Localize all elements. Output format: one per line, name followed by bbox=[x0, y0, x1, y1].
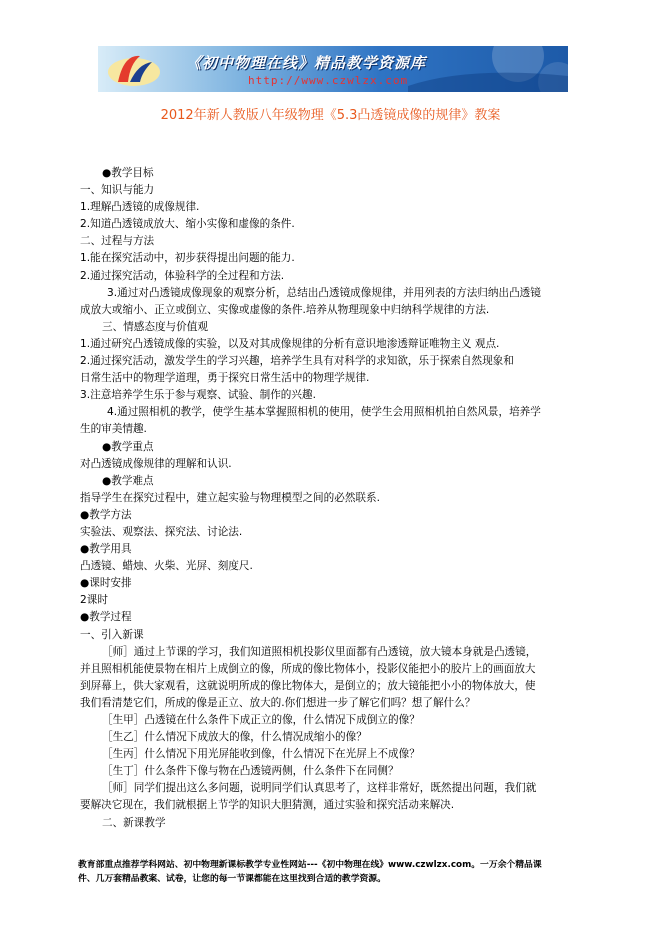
document-line: 3.注意培养学生乐于参与观察、试验、制作的兴趣. bbox=[80, 389, 316, 402]
document-line: ●教学方法 bbox=[80, 508, 132, 521]
document-line: ［师］同学们提出这么多问题，说明同学们认真思考了，这样非常好，既然提出问题，我们就 bbox=[102, 782, 537, 795]
document-line: 我们看清楚它们，所成的像是正立、放大的.你们想进一步了解它们吗？想了解什么？ bbox=[80, 696, 476, 709]
document-line: ●教学用具 bbox=[80, 543, 132, 556]
footer-line: 件、几万套精品教案、试卷，让您的每一节课都能在这里找到合适的教学资源。 bbox=[78, 874, 386, 884]
document-line: ［生丙］什么情况下用光屏能收到像，什么情况下在光屏上不成像？ bbox=[102, 748, 420, 761]
document-line: 1.能在探究活动中，初步获得提出问题的能力. bbox=[80, 252, 295, 265]
document-line: ●教学过程 bbox=[80, 611, 132, 624]
document-body bbox=[80, 165, 580, 832]
document-line: 成放大或缩小、正立或倒立、实像或虚像的条件.培养从物理现象中归纳科学规律的方法. bbox=[80, 303, 490, 316]
page-footer bbox=[78, 858, 598, 886]
document-line: 凸透镜、蜡烛、火柴、光屏、刻度尺. bbox=[80, 560, 253, 573]
document-line: 二、过程与方法 bbox=[80, 235, 155, 248]
document-line: ●教学难点 bbox=[102, 474, 154, 487]
document-line: 3.通过对凸透镜成像现象的观察分析，总结出凸透镜成像规律，并用列表的方法归纳出凸透镜 bbox=[107, 286, 541, 299]
document-line: 1.理解凸透镜的成像规律. bbox=[80, 201, 200, 214]
footer-line: 教育部重点推荐学科网站、初中物理新课标教学专业性网站---《初中物理在线》www.czwlzx.com。一万余个精品课 bbox=[78, 860, 542, 870]
document-line: ［生甲］凸透镜在什么条件下成正立的像，什么情况下成倒立的像？ bbox=[102, 714, 420, 726]
document-line: 三、情感态度与价值观 bbox=[102, 320, 208, 333]
document-line: 要解决它现在，我们就根据上节学的知识大胆猜测，通过实验和探究活动来解决. bbox=[80, 799, 455, 812]
document-line: 并且照相机能使景物在相片上成倒立的像，所成的像比物体小，投影仪能把小的胶片上的画面放大 bbox=[80, 662, 536, 675]
document-line: 实验法、观察法、探究法、讨论法. bbox=[80, 525, 243, 538]
document-line: 一、引入新课 bbox=[80, 628, 144, 641]
document-line: 对凸透镜成像规律的理解和认识. bbox=[80, 457, 232, 470]
document-line: ●教学重点 bbox=[102, 440, 154, 453]
document-line: 生的审美情趣. bbox=[80, 423, 147, 436]
document-line: ［生丁］什么条件下像与物在凸透镜两侧，什么条件下在同侧？ bbox=[102, 765, 399, 778]
document-line: 1.通过研究凸透镜成像的实验，以及对其成像规律的分析有意识地渗透辩证唯物主义 观点. bbox=[80, 337, 500, 350]
document-line: 到屏幕上，供大家观看，这就说明所成的像比物体大，是倒立的；放大镜能把小小的物体放大，使 bbox=[80, 679, 536, 692]
document-line: ●课时安排 bbox=[80, 577, 132, 590]
site-banner bbox=[98, 46, 568, 92]
site-title: 《初中物理在线》精品教学资源库 bbox=[186, 54, 427, 72]
document-line: ［生乙］什么情况下成放大的像，什么情况成缩小的像？ bbox=[102, 731, 367, 744]
document-line: 4.通过照相机的教学，使学生基本掌握照相机的使用，使学生会用照相机拍自然风景，培养学 bbox=[107, 406, 541, 419]
document-line: 2.知道凸透镜成放大、缩小实像和虚像的条件. bbox=[80, 218, 295, 231]
document-line: 一、知识与能力 bbox=[80, 184, 155, 197]
document-line: 指导学生在探究过程中，建立起实验与物理模型之间的必然联系. bbox=[80, 491, 380, 504]
document-line: 2.通过探究活动，体验科学的全过程和方法. bbox=[80, 269, 285, 282]
document-title: 2012年新人教版八年级物理《5.3凸透镜成像的规律》教案 bbox=[160, 108, 501, 123]
document-line: 日常生活中的物理学道理，勇于探究日常生活中的物理学规律. bbox=[80, 372, 370, 385]
site-url-link[interactable]: http://www.czwlzx.com bbox=[248, 74, 409, 87]
document-line: 2.通过探究活动，激发学生的学习兴趣，培养学生具有对科学的求知欲，乐于探索自然现象和 bbox=[80, 355, 514, 368]
document-line: 二、新课教学 bbox=[102, 816, 166, 829]
document-line: 2课时 bbox=[80, 594, 108, 607]
banner-decoration bbox=[408, 46, 568, 92]
document-line: ●教学目标 bbox=[102, 167, 154, 179]
site-logo-icon bbox=[104, 48, 164, 90]
document-line: ［师］通过上节课的学习，我们知道照相机投影仪里面都有凸透镜，放大镜本身就是凸透镜， bbox=[102, 645, 537, 658]
